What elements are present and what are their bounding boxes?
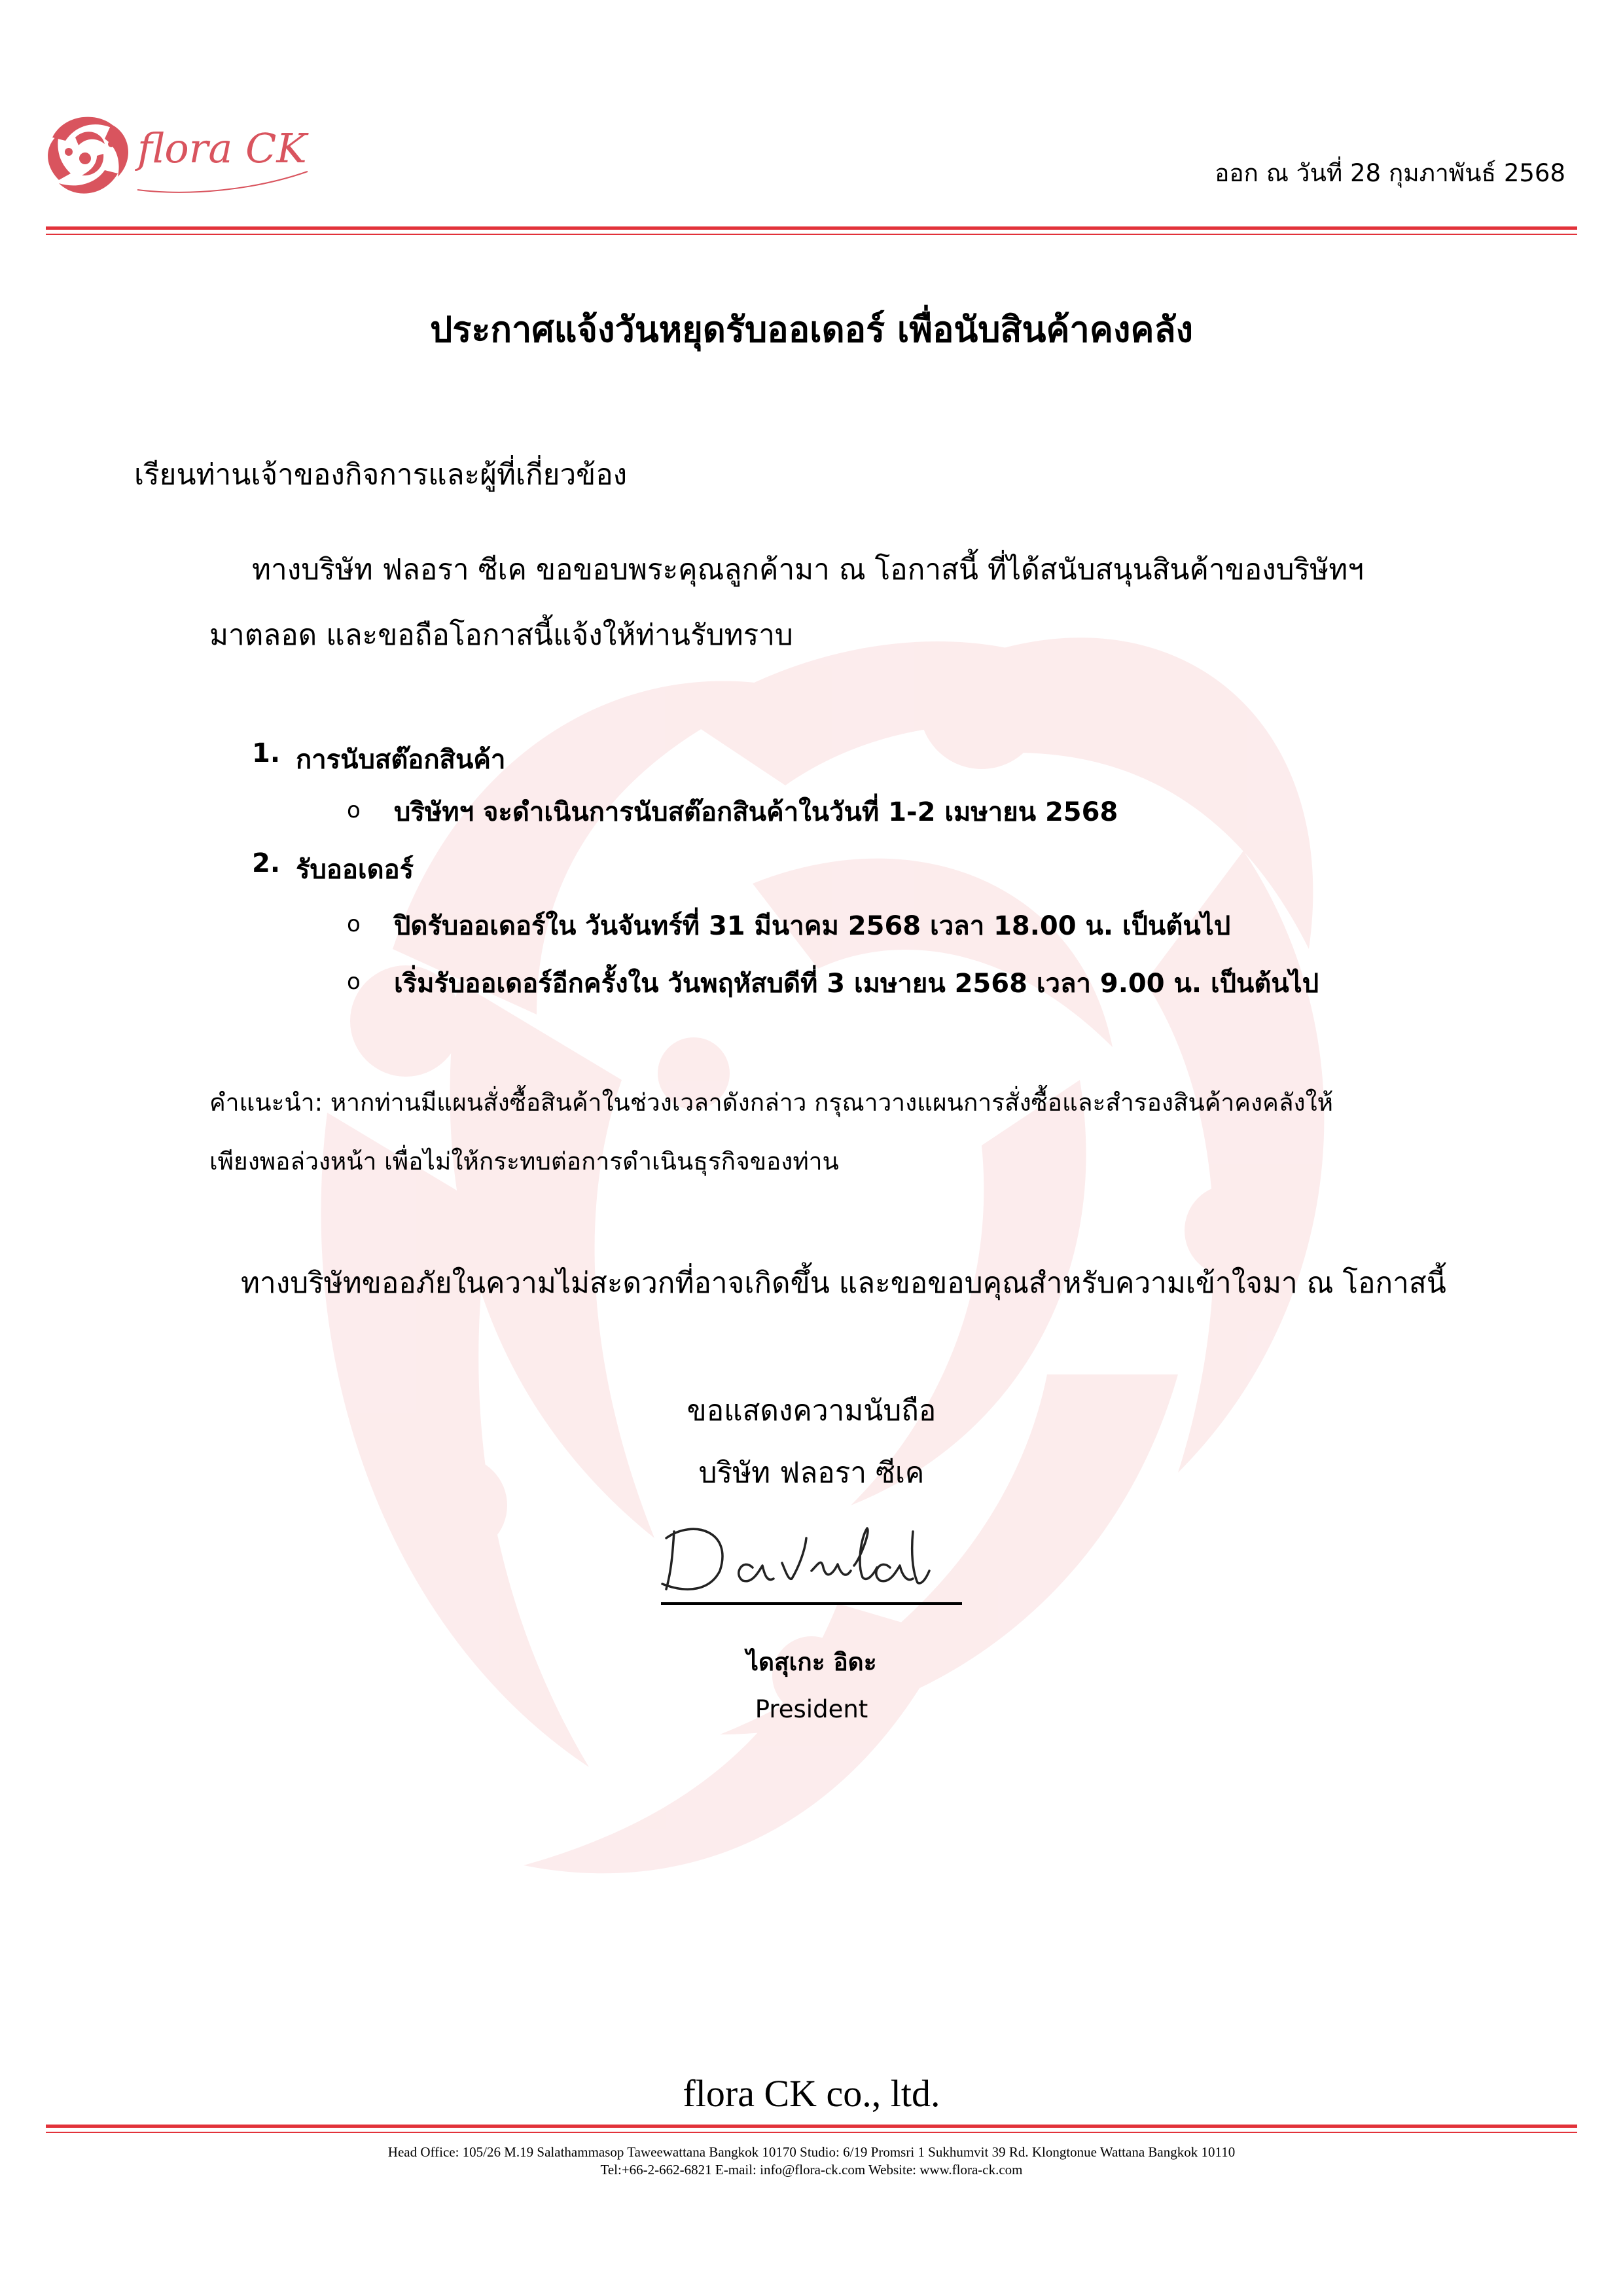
footer-rule (46, 2125, 1577, 2128)
header-rule (46, 226, 1577, 230)
intro-line-2: มาตลอด และขอถือโอกาสนี้แจ้งให้ท่านรับทราบ (209, 619, 793, 652)
logo-wordmark: flora CK (137, 124, 307, 172)
section-2-item-2: เริ่มรับออเดอร์อีกครั้งใน วันพฤหัสบดีที่ 3 เมษายน 2568 เวลา 9.00 น. เป็นต้นไป (394, 969, 1319, 999)
header-rule-thin (46, 234, 1577, 235)
closing-company: บริษัท ฟลอรา ซีเค (698, 1456, 925, 1490)
intro-line-1: ทางบริษัท ฟลอรา ซีเค ขอขอบพระคุณลูกค้ามา ณ โอกาสนี้ ที่ได้สนับสนุนสินค้าของบริษัทฯ (252, 553, 1364, 586)
section-1-number: 1. (252, 738, 281, 768)
apology-text: ทางบริษัทขออภัยในความไม่สะดวกที่อาจเกิดขึ้น และขอขอบคุณสำหรับความเข้าใจมา ณ โอกาสนี้ (241, 1266, 1446, 1300)
section-1-heading: การนับสต๊อกสินค้า (296, 745, 506, 775)
signer-name: ไดสุเกะ อิดะ (746, 1648, 877, 1676)
section-1-item-1: บริษัทฯ จะดำเนินการนับสต๊อกสินค้าในวันที่ 1-2 เมษายน 2568 (394, 797, 1118, 827)
footer-contact: Tel:+66-2-662-6821 E-mail: info@flora-ck.com Website: www.flora-ck.com (600, 2162, 1023, 2178)
salutation: เรียนท่านเจ้าของกิจการและผู้ที่เกี่ยวข้อง (134, 458, 628, 492)
closing-regards: ขอแสดงความนับถือ (687, 1394, 936, 1427)
section-2-number: 2. (252, 848, 281, 878)
advice-line-2: เพียงพอล่วงหน้า เพื่อไม่ให้กระทบต่อการดำเนินธุรกิจของท่าน (209, 1147, 839, 1175)
signature (654, 1505, 982, 1610)
footer-address: Head Office: 105/26 M.19 Salathammasop Taweewattana Bangkok 10170 Studio: 6/19 Promsri 1 Sukhumvit 39 Rd. Klongtonue Wattana Bangkok 10110 (387, 2144, 1236, 2160)
bullet-icon: o (347, 797, 361, 823)
footer-rule-thin (46, 2132, 1577, 2133)
page-title: ประกาศแจ้งวันหยุดรับออเดอร์ เพื่อนับสินค้าคงคลัง (430, 309, 1193, 350)
issue-date: ออก ณ วันที่ 28 กุมภาพันธ์ 2568 (1215, 159, 1565, 187)
advice-line-1: คำแนะนำ: หากท่านมีแผนสั่งซื้อสินค้าในช่วงเวลาดังกล่าว กรุณาวางแผนการสั่งซื้อและสำรองสินค้าคงคลังให้ (209, 1088, 1334, 1117)
section-2-item-1: ปิดรับออเดอร์ใน วันจันทร์ที่ 31 มีนาคม 2568 เวลา 18.00 น. เป็นต้นไป (394, 911, 1231, 941)
footer-company-name: flora CK co., ltd. (683, 2072, 940, 2115)
bullet-icon: o (347, 969, 361, 995)
signer-title: President (755, 1695, 868, 1723)
section-2-heading: รับออเดอร์ (296, 855, 414, 885)
bullet-icon: o (347, 911, 361, 937)
